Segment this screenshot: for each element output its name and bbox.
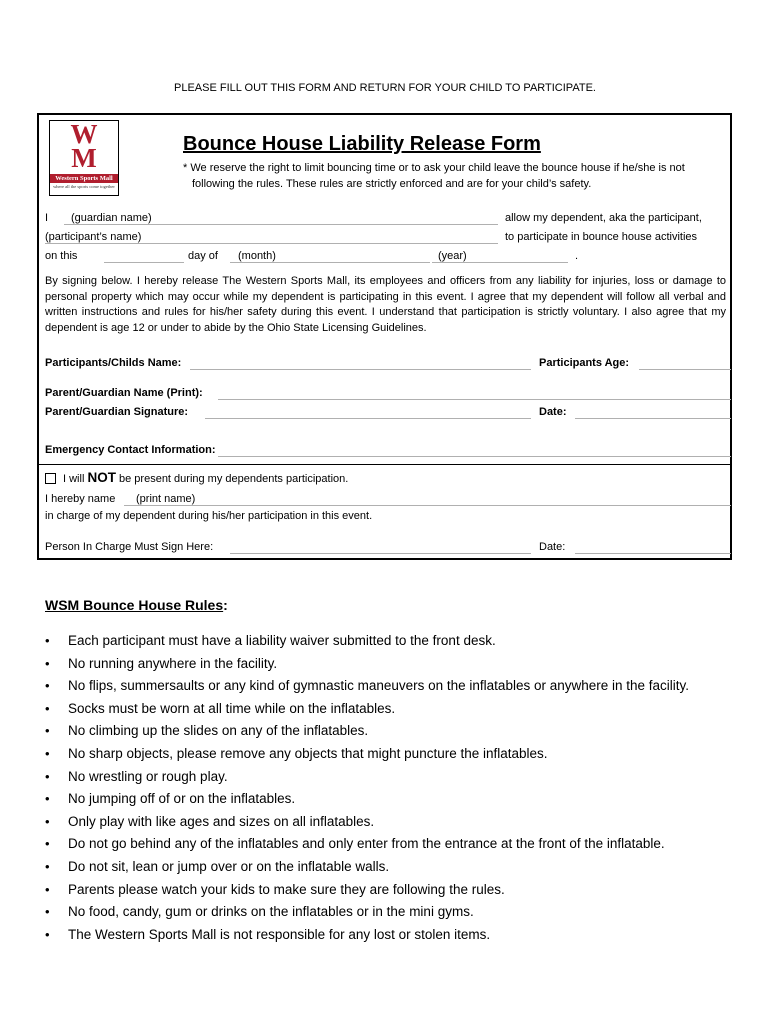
print-name-placeholder: (print name) (136, 493, 196, 505)
not-present-before: I will (63, 473, 88, 485)
date-label: Date: (539, 406, 567, 418)
allow-dependent-text: allow my dependent, aka the participant, (505, 212, 702, 224)
rule-item: • Do not go behind any of the inflatables and only enter from the entrance at the front of the inflatable. (45, 833, 689, 856)
parent-signature-field[interactable] (205, 418, 531, 419)
print-name-field[interactable] (124, 505, 731, 506)
rules-title-text: WSM Bounce House Rules (45, 597, 224, 613)
rule-item: • No running anywhere in the facility. (45, 653, 689, 676)
date-field[interactable] (575, 418, 731, 419)
rules-title-colon: : (223, 597, 228, 613)
date-label-2: Date: (539, 541, 566, 553)
month-field[interactable] (230, 262, 430, 263)
rules-title (45, 597, 228, 613)
row3-end: . (575, 250, 579, 262)
not-present-text (63, 471, 348, 486)
rule-item: • No sharp objects, please remove any objects that might puncture the inflatables. (45, 743, 689, 766)
emergency-contact-field[interactable] (218, 456, 731, 457)
participant-age-field[interactable] (639, 369, 731, 370)
rule-item: • Parents please watch your kids to make sure they are following the rules. (45, 879, 689, 902)
not-present-emphasis: NOT (87, 470, 116, 485)
participant-child-name-field[interactable] (190, 369, 531, 370)
rule-item: • No wrestling or rough play. (45, 766, 689, 789)
date-field-2[interactable] (575, 553, 731, 554)
parent-name-field[interactable] (218, 399, 731, 400)
form-note-line-2: following the rules. These rules are strictly enforced and are for your child’s safety. (192, 178, 592, 190)
logo-letter-m: M (71, 143, 97, 173)
rule-item: • Socks must be worn at all time while on the inflatables. (45, 698, 689, 721)
rule-item: • No flips, summersaults or any kind of gymnastic maneuvers on the inflatables or anywhere in the facility. (45, 675, 689, 698)
guardian-prefix: I (45, 212, 49, 224)
hereby-name-text: I hereby name (45, 493, 116, 505)
rule-item: • Do not sit, lean or jump over or on the inflatable walls. (45, 856, 689, 879)
not-present-after: be present during my dependents participation. (115, 473, 349, 485)
participant-age-label: Participants Age: (539, 357, 630, 369)
parent-signature-label: Parent/Guardian Signature: (45, 406, 189, 418)
logo-name: Western Sports Mall (50, 174, 118, 183)
participant-name-placeholder: (participant’s name) (45, 231, 142, 243)
participant-name-field[interactable] (45, 243, 498, 244)
year-field[interactable] (432, 262, 568, 263)
not-present-checkbox[interactable] (45, 473, 56, 484)
rule-item: • No climbing up the slides on any of the inflatables. (45, 720, 689, 743)
rule-item: • No food, candy, gum or drinks on the inflatables or in the mini gyms. (45, 901, 689, 924)
western-sports-mall-logo (49, 120, 119, 196)
rule-item: • No jumping off of or on the inflatables. (45, 788, 689, 811)
person-sign-label: Person In Charge Must Sign Here: (45, 541, 214, 553)
rule-item: • The Western Sports Mall is not responsible for any lost or stolen items. (45, 924, 689, 947)
person-sign-field[interactable] (230, 553, 531, 554)
in-charge-text: in charge of my dependent during his/her participation in this event. (45, 510, 373, 522)
form-title: Bounce House Liability Release Form (183, 133, 541, 155)
section-divider (37, 464, 732, 465)
guardian-name-placeholder: (guardian name) (71, 212, 152, 224)
rule-item: • Only play with like ages and sizes on all inflatables. (45, 811, 689, 834)
rules-list (45, 630, 689, 946)
form-note-line-1: * We reserve the right to limit bouncing time or to ask your child leave the bounce house if he/she is not (183, 162, 685, 174)
logo-tagline: where all the sports come together (53, 184, 115, 189)
participant-name-label: Participants/Childs Name: (45, 357, 182, 369)
rule-item: • Each participant must have a liability waiver submitted to the front desk. (45, 630, 689, 653)
guardian-name-field[interactable] (64, 224, 498, 225)
header-instruction: PLEASE FILL OUT THIS FORM AND RETURN FOR YOUR CHILD TO PARTICIPATE. (174, 82, 596, 94)
day-of-text: day of (188, 250, 218, 262)
participate-text: to participate in bounce house activities (505, 231, 698, 243)
on-this-text: on this (45, 250, 78, 262)
year-placeholder: (year) (438, 250, 467, 262)
parent-name-label: Parent/Guardian Name (Print): (45, 387, 203, 399)
day-field[interactable] (104, 262, 184, 263)
release-text: By signing below. I hereby release The Western Sports Mall, its employees and officers from any liability for injuries, loss or damage to personal property which may occur while my dependent is participating in this event. I agree that my dependent will follow all verbal and written instructions and rules for his/her safety during this event. I understand that participation is strictly voluntary. I also agree that my dependent is age 12 or under to abide by the Ohio State Licensing Guidelines. (45, 275, 726, 334)
logo-letter-w: W (70, 119, 98, 149)
month-placeholder: (month) (238, 250, 276, 262)
emergency-contact-label: Emergency Contact Information: (45, 444, 216, 456)
